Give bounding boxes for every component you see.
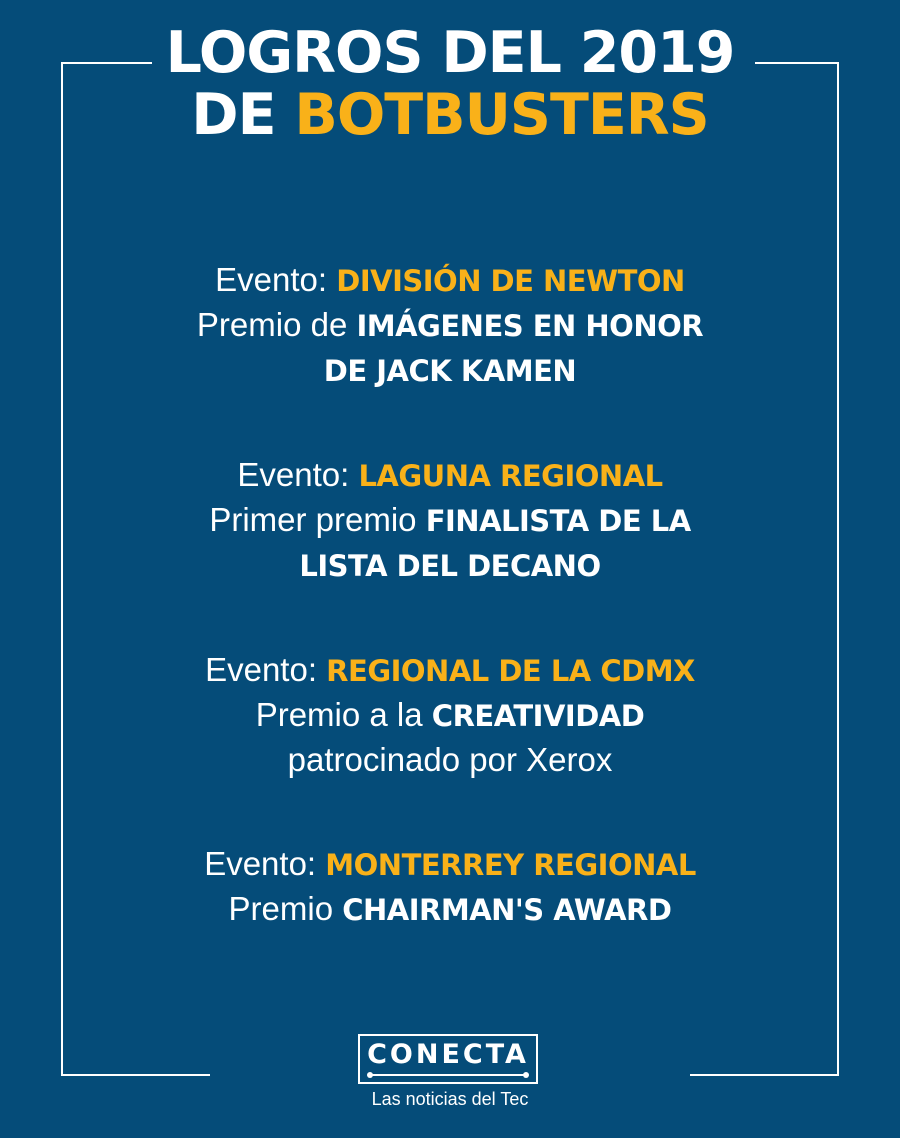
award-item <box>100 842 800 932</box>
award-prize-line <box>100 693 800 738</box>
award-prize-line-2 <box>100 348 800 393</box>
prize-prefix: Primer premio <box>209 501 417 538</box>
award-item <box>100 453 800 588</box>
logo-tagline: Las noticias del Tec <box>371 1089 529 1109</box>
prize-name-continued: DE JACK KAMEN <box>323 354 577 388</box>
award-prize-line-2 <box>100 543 800 588</box>
awards-list <box>100 258 800 992</box>
frame-bottom-left-line <box>61 1074 210 1076</box>
event-label: Evento: <box>204 845 317 882</box>
award-prize-line <box>100 498 800 543</box>
event-name: DIVISIÓN DE NEWTON <box>336 264 685 298</box>
event-name: LAGUNA REGIONAL <box>358 459 663 493</box>
event-name: REGIONAL DE LA CDMX <box>326 654 695 688</box>
event-label: Evento: <box>215 261 328 298</box>
prize-prefix: Premio a la <box>255 696 423 733</box>
event-name: MONTERREY REGIONAL <box>325 848 696 882</box>
award-event-line <box>100 453 800 498</box>
prize-prefix: Premio de <box>196 306 348 343</box>
prize-prefix: Premio <box>228 890 334 927</box>
page-title <box>0 22 900 146</box>
conecta-logo <box>358 1034 538 1084</box>
prize-name: FINALISTA DE LA <box>425 504 691 538</box>
prize-name: IMÁGENES EN HONOR <box>356 309 704 343</box>
logo-underline <box>370 1074 526 1076</box>
title-team-name: BOTBUSTERS <box>294 82 709 148</box>
frame-right-line <box>837 62 839 1076</box>
award-item <box>100 258 800 393</box>
event-label: Evento: <box>237 456 350 493</box>
title-prefix: DE <box>191 82 276 148</box>
award-event-line <box>100 648 800 693</box>
title-line-2 <box>0 84 900 146</box>
prize-sponsor: patrocinado por Xerox <box>287 741 613 778</box>
award-prize-line <box>100 303 800 348</box>
award-prize-line <box>100 887 800 932</box>
frame-bottom-right-line <box>690 1074 839 1076</box>
prize-name-continued: LISTA DEL DECANO <box>299 549 601 583</box>
title-line-1: LOGROS DEL 2019 <box>165 20 735 86</box>
prize-name: CREATIVIDAD <box>431 699 645 733</box>
award-event-line <box>100 842 800 887</box>
award-item <box>100 648 800 782</box>
prize-name: CHAIRMAN'S AWARD <box>342 893 672 927</box>
event-label: Evento: <box>205 651 317 688</box>
frame-left-line <box>61 62 63 1076</box>
award-event-line <box>100 258 800 303</box>
logo-wordmark: CONECTA <box>367 1039 529 1070</box>
